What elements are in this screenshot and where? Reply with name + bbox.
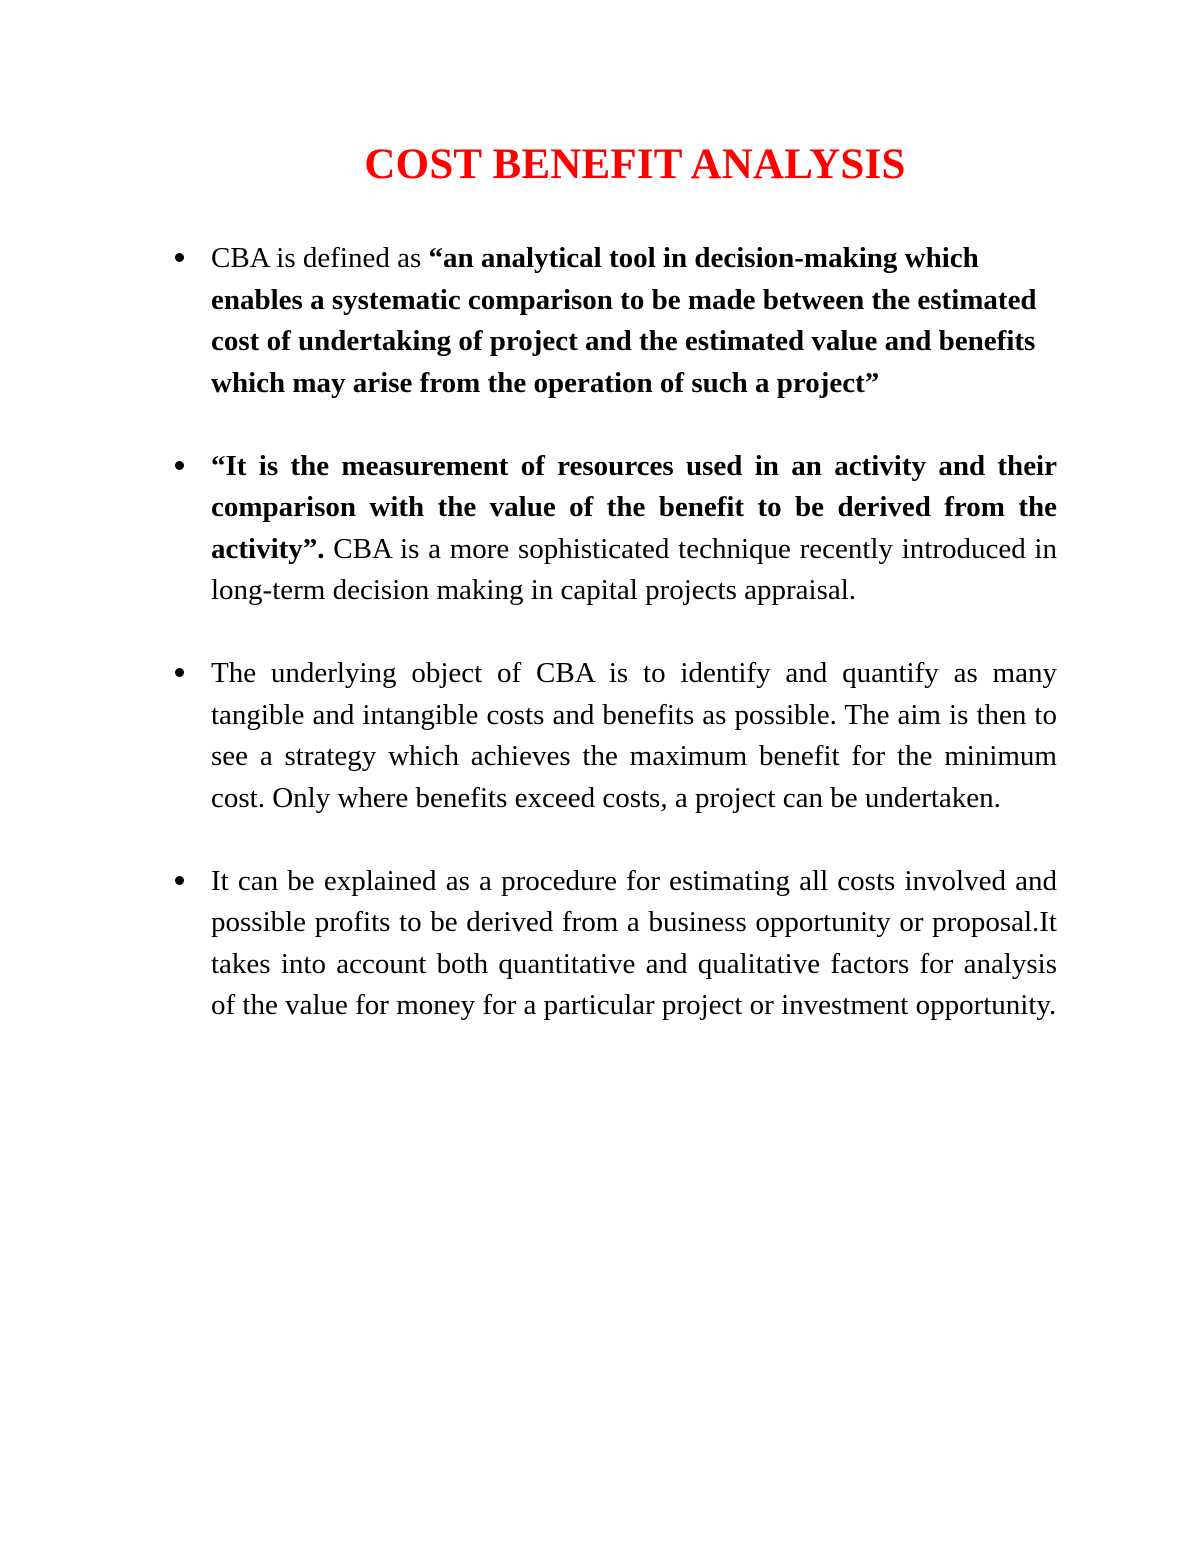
definition-quote: “an analytical tool in decision-making which enables a systematic comparison to be made between the estimated cost of undertaking of project and the estimated value and benefits which may arise from the operation of such a project” bbox=[211, 242, 1037, 399]
bullet-item-procedure bbox=[211, 861, 1057, 1027]
bullet-list bbox=[0, 238, 1200, 1068]
bullet-item-definition bbox=[211, 238, 1057, 404]
bullet-icon bbox=[175, 461, 184, 470]
measurement-quote: “It is the measurement of resources used in an activity and their comparison with the value of the benefit to be derived from the activity”. bbox=[211, 449, 1057, 565]
definition-lead: CBA is defined as bbox=[211, 242, 429, 274]
bullet-icon bbox=[175, 253, 184, 262]
document-title: COST BENEFIT ANALYSIS bbox=[364, 141, 906, 188]
procedure-text: It can be explained as a procedure for estimating all costs involved and possible profits to be derived from a business opportunity or proposal.It takes into account both quantitative and qualitative factors for analysis of the value for money for a particular project or investment opportunity. bbox=[211, 864, 1057, 1021]
bullet-item-measurement bbox=[211, 446, 1057, 612]
measurement-text: CBA is a more sophisticated technique recently introduced in long-term decision making in capital projects appraisal. bbox=[211, 532, 1057, 606]
bullet-icon bbox=[175, 668, 184, 677]
objective-text: The underlying object of CBA is to identify and quantify as many tangible and intangible costs and benefits as possible. The aim is then to see a strategy which achieves the maximum benefit for the minimum cost. Only where benefits exceed costs, a project can be undertaken. bbox=[211, 657, 1057, 814]
bullet-icon bbox=[175, 876, 184, 885]
bullet-item-objective bbox=[211, 653, 1057, 819]
